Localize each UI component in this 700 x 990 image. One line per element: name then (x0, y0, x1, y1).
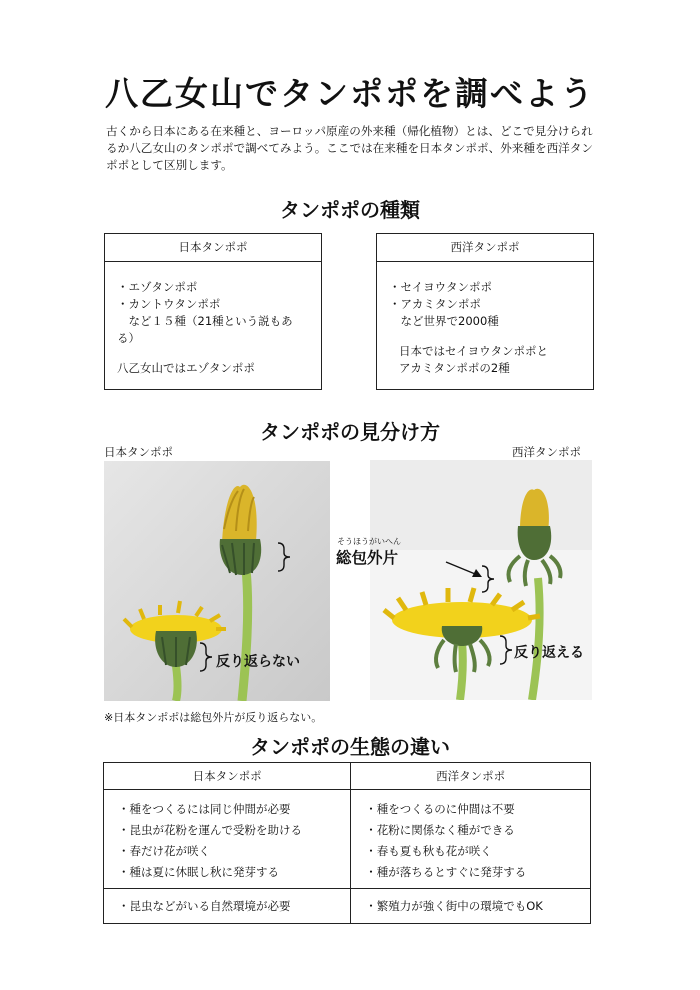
table-row (104, 861, 591, 889)
reflexed-label: 反り返える (514, 645, 584, 661)
identify-note: ※日本タンポポは総包外片が反り返らない。 (104, 711, 323, 724)
not-reflexed-label: 反り返らない (216, 654, 300, 670)
types-heading: タンポポの種類 (280, 198, 420, 222)
japanese-types-label: 日本タンポポ (105, 234, 321, 262)
identify-heading: タンポポの見分け方 (260, 420, 440, 444)
ecology-cell-japanese: ・種は夏に休眠し秋に発芽する (104, 861, 351, 889)
ecology-cell-japanese: ・昆虫が花粉を運んで受粉を助ける (104, 819, 351, 840)
ecology-cell-japanese: ・種をつくるには同じ仲間が必要 (104, 790, 351, 820)
western-type-item: ・セイヨウタンポポ (389, 280, 493, 294)
table-row (104, 840, 591, 861)
not-reflexed-brace (200, 643, 212, 671)
ecology-cell-western: ・種が落ちるとすぐに発芽する (351, 861, 591, 889)
identify-right-label: 西洋タンポポ (512, 445, 581, 459)
bract-brace-right (482, 566, 494, 592)
ecology-cell-japanese: ・春だけ花が咲く (104, 840, 351, 861)
western-types-note-line2: アカミタンポポの2種 (399, 361, 510, 375)
japanese-type-item: など１５種（21種という説もある） (117, 314, 293, 345)
western-types-label: 西洋タンポポ (377, 234, 593, 262)
ecology-cell-western: ・花粉に関係なく種ができる (351, 819, 591, 840)
ecology-table (103, 762, 591, 924)
bract-ruby: そうほうがいへん (337, 537, 401, 546)
ecology-header-western: 西洋タンポポ (351, 763, 591, 790)
japanese-types-note: 八乙女山ではエゾタンポポ (117, 361, 255, 375)
table-row (104, 819, 591, 840)
ecology-cell-japanese: ・昆虫などがいる自然環境が必要 (104, 889, 351, 924)
ecology-header-japanese: 日本タンポポ (104, 763, 351, 790)
table-row (104, 790, 591, 820)
ecology-cell-western: ・春も夏も秋も花が咲く (351, 840, 591, 861)
ecology-heading: タンポポの生態の違い (250, 735, 450, 759)
intro-paragraph: 古くから日本にある在来種と、ヨーロッパ原産の外来種（帰化植物）とは、どこで見分けられるか八乙女山のタンポポで調べてみよう。ここでは在来種を日本タンポポ、外来種を西洋タンポポとして区別します。 (106, 124, 593, 172)
western-types-note-line1: 日本ではセイヨウタンポポと (399, 344, 549, 358)
bract-brace-left (278, 543, 290, 571)
bract-label: 総包外片 (336, 549, 399, 567)
table-row (104, 889, 591, 924)
ecology-cell-western: ・種をつくるのに仲間は不要 (351, 790, 591, 820)
reflexed-brace (500, 636, 512, 664)
japanese-type-item: ・エゾタンポポ (117, 280, 198, 294)
page-title: 八乙女山でタンポポを調べよう (105, 74, 595, 113)
ecology-cell-western: ・繁殖力が強く街中の環境でもOK (351, 889, 591, 924)
western-type-item: ・アカミタンポポ (389, 297, 481, 311)
western-type-item: など世界で2000種 (389, 314, 499, 328)
identify-left-label: 日本タンポポ (104, 445, 173, 459)
japanese-type-item: ・カントウタンポポ (117, 297, 221, 311)
